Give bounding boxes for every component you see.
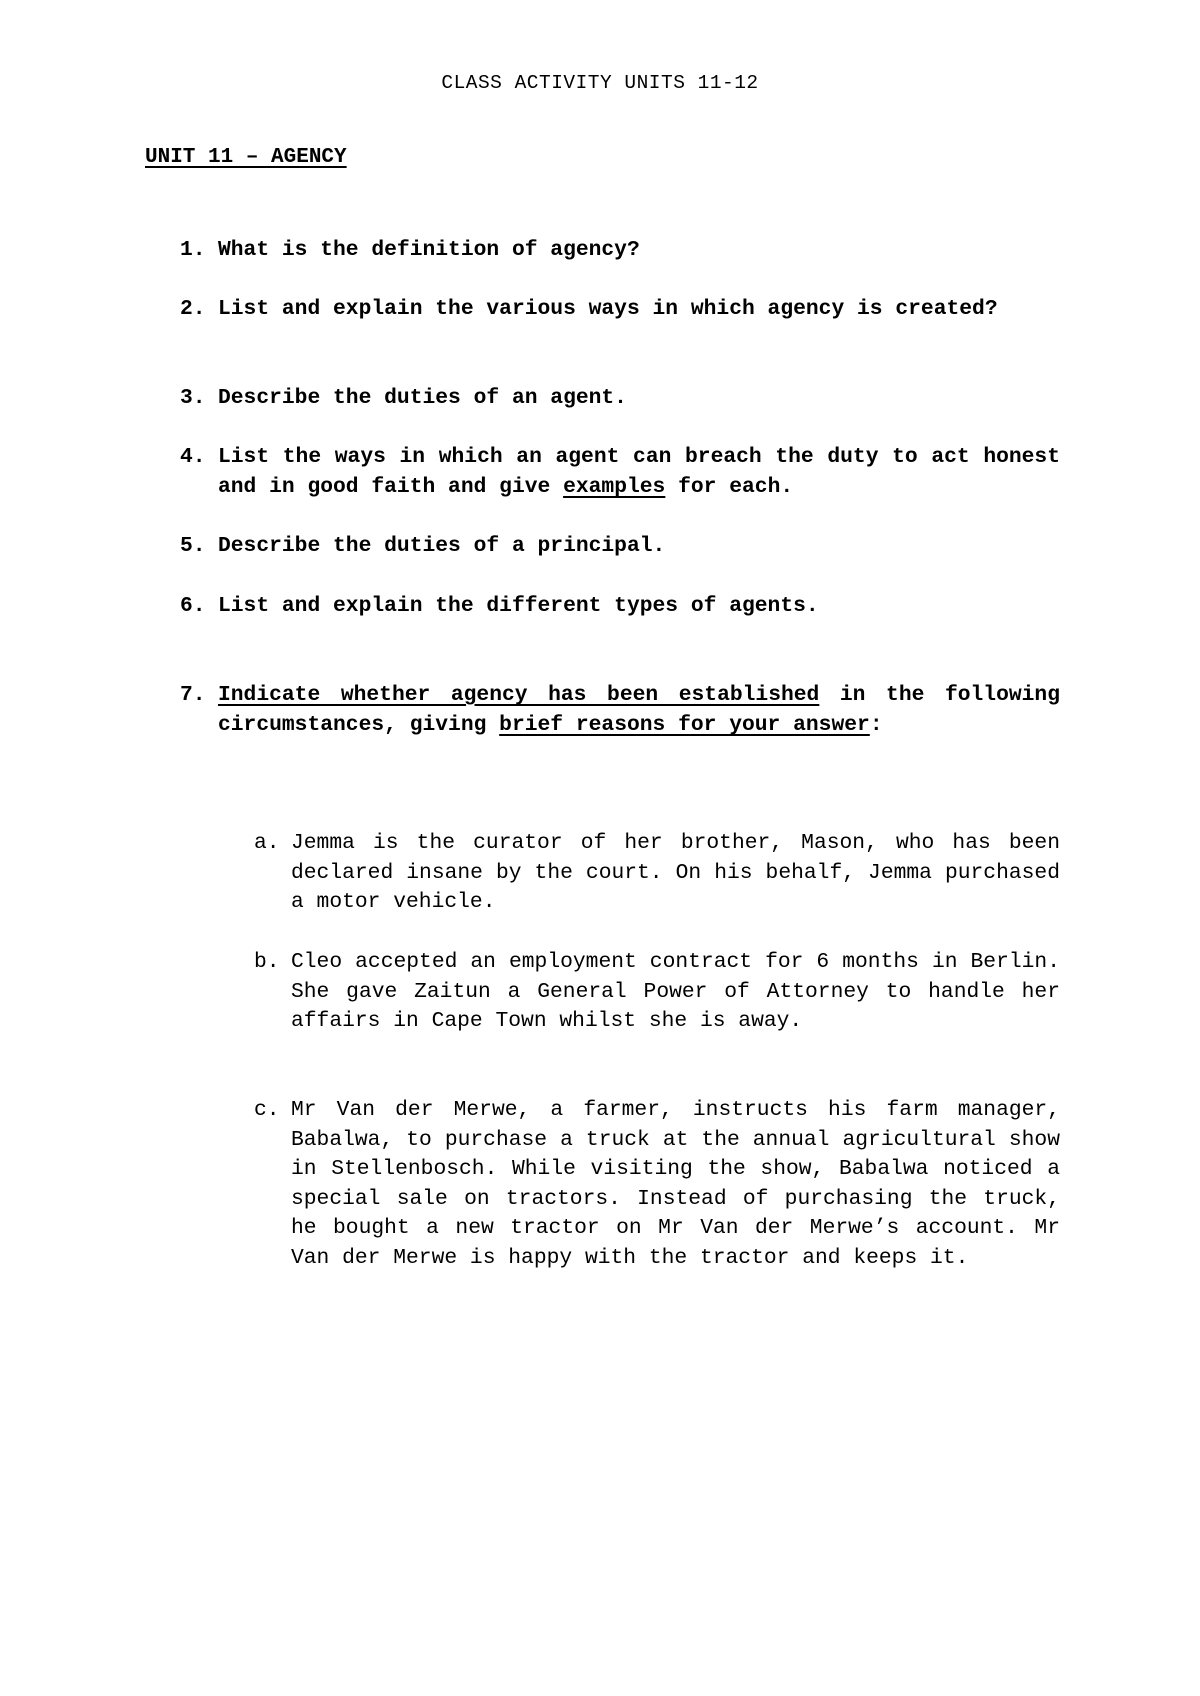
question-number: 5. — [180, 534, 206, 558]
question-text-part: in the following circumstances, giving — [218, 683, 1060, 737]
question-text — [218, 442, 1060, 502]
question-6 — [180, 591, 1060, 621]
question-number: 3. — [180, 386, 206, 410]
question-number: 7. — [180, 683, 206, 707]
underlined-emphasis: Indicate whether agency has been established — [218, 683, 820, 707]
scenario-b — [254, 948, 1060, 1037]
question-text-part: for each. — [665, 475, 794, 499]
scenario-letter: c. — [254, 1098, 280, 1122]
question-text: List and explain the various ways in which agency is created? — [218, 297, 998, 321]
scenario-letter: b. — [254, 950, 280, 974]
question-number: 1. — [180, 238, 206, 262]
underlined-emphasis: brief reasons for your answer — [499, 713, 870, 737]
question-3 — [180, 383, 1060, 413]
scenario-text: Mr Van der Merwe, a farmer, instructs his farm manager, Babalwa, to purchase a truck at the annual agricultural show in Stellenbosch. While visiting the show, Babalwa noticed a special sale on tractors. Instead of purchasing the truck, he bought a new tractor on Mr Van der Merwe’s account. Mr Van der Merwe is happy with the tractor and keeps it. — [291, 1098, 1060, 1270]
underlined-emphasis: examples — [563, 475, 666, 499]
question-number: 4. — [180, 445, 206, 469]
question-text-part: List the ways in which an agent can breach the duty to act honest and in good faith and give — [218, 445, 1060, 499]
question-text: Describe the duties of a principal. — [218, 534, 666, 558]
question-1 — [180, 235, 1060, 265]
page-header: CLASS ACTIVITY UNITS 11-12 — [441, 72, 759, 94]
question-5 — [180, 531, 1060, 561]
question-4 — [180, 442, 1060, 502]
question-text — [218, 680, 1060, 740]
question-text-part: : — [869, 713, 883, 737]
scenario-a — [254, 829, 1060, 918]
question-text: Describe the duties of an agent. — [218, 386, 627, 410]
scenario-text: Jemma is the curator of her brother, Mason, who has been declared insane by the court. On his behalf, Jemma purchased a motor vehicle. — [291, 831, 1060, 914]
question-2 — [180, 294, 1060, 324]
question-text: List and explain the different types of agents. — [218, 594, 819, 618]
question-text: What is the definition of agency? — [218, 238, 640, 262]
question-number: 2. — [180, 297, 206, 321]
unit-title: UNIT 11 – AGENCY — [145, 146, 347, 169]
question-number: 6. — [180, 594, 206, 618]
scenario-c — [254, 1096, 1060, 1273]
scenario-letter: a. — [254, 831, 280, 855]
question-7 — [180, 680, 1060, 740]
scenario-text: Cleo accepted an employment contract for 6 months in Berlin. She gave Zaitun a General Power of Attorney to handle her affairs in Cape Town whilst she is away. — [291, 950, 1060, 1033]
